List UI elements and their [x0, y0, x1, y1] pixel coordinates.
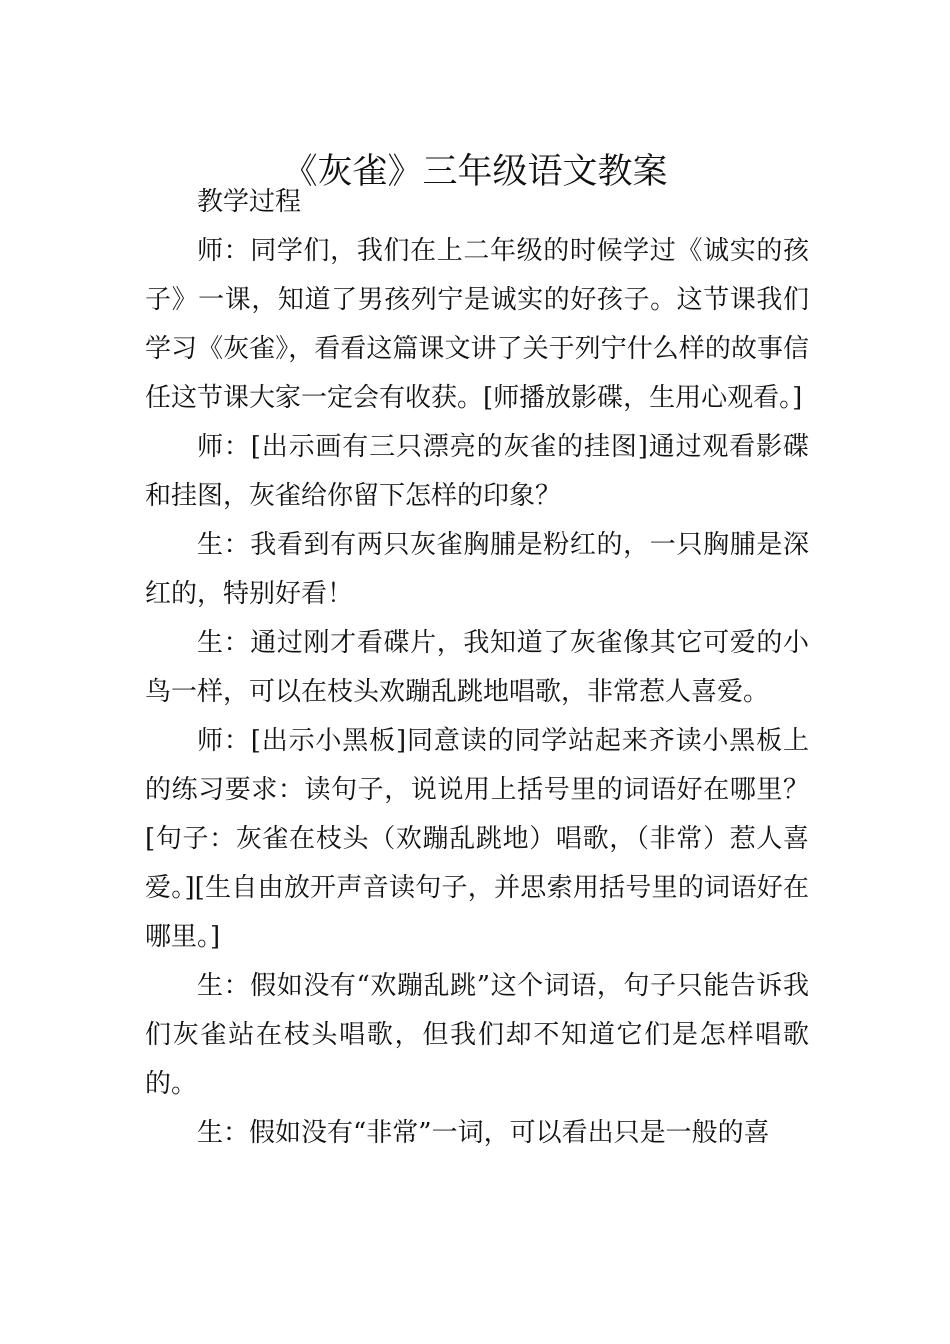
- document-title: 《灰雀》三年级语文教案: [282, 152, 668, 193]
- paragraph-6: 师：[出示小黑板]同意读的同学站起来齐读小黑板上的练习要求：读句子，说说用上括号里的词语好在哪里？[句子：灰雀在枝头（欢蹦乱跳地）唱歌，（非常）惹人喜爱。][生自由放开声音读句子，并思索用括号里的词语好在哪里。]: [145, 726, 809, 952]
- paragraph-4: 生：我看到有两只灰雀胸脯是粉红的，一只胸脯是深红的，特别好看！: [145, 530, 809, 609]
- paragraph-3: 师：[出示画有三只漂亮的灰雀的挂图]通过观看影碟和挂图，灰雀给你留下怎样的印象？: [145, 432, 809, 511]
- paragraph-2: 师：同学们，我们在上二年级的时候学过《诚实的孩子》一课，知道了男孩列宁是诚实的好孩子。这节课我们学习《灰雀》，看看这篇课文讲了关于列宁什么样的故事信任这节课大家一定会有收获。[师播放影碟，生用心观看。]: [145, 236, 809, 413]
- document-body: [145, 178, 809, 1158]
- paragraph-5: 生：通过刚才看碟片，我知道了灰雀像其它可爱的小鸟一样，可以在枝头欢蹦乱跳地唱歌，非常惹人喜爱。: [145, 628, 809, 707]
- paragraph-7: 生：假如没有“欢蹦乱跳”这个词语，句子只能告诉我们灰雀站在枝头唱歌，但我们却不知道它们是怎样唱歌的。: [145, 971, 809, 1099]
- paragraph-8: 生：假如没有“非常”一词，可以看出只是一般的喜: [197, 1118, 770, 1148]
- paragraph-1: 教学过程: [197, 187, 302, 217]
